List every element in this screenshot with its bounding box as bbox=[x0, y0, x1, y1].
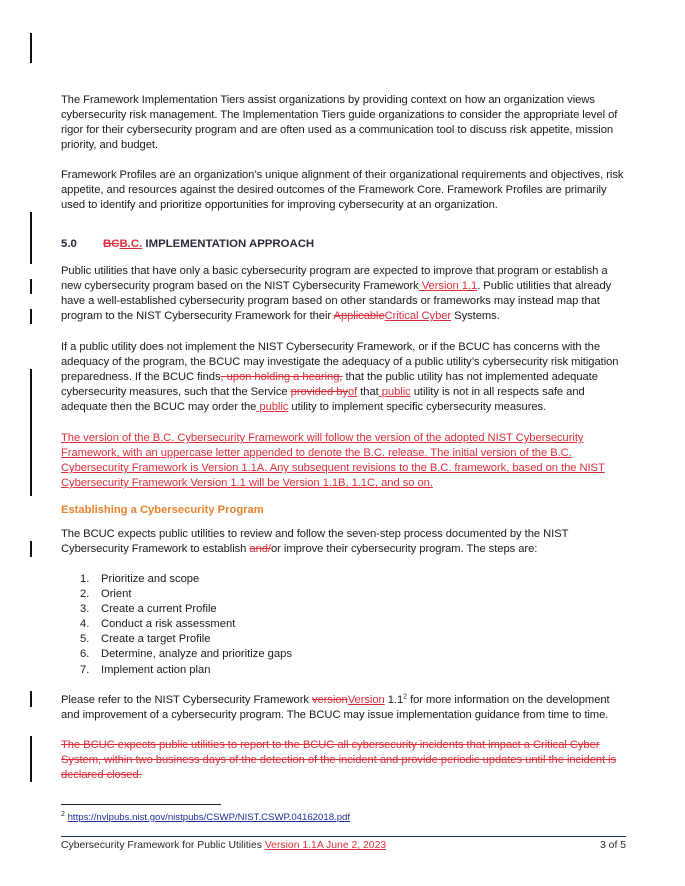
list-item bbox=[61, 647, 292, 662]
inserted-text: public bbox=[378, 386, 411, 398]
list-number: 4. bbox=[80, 618, 90, 631]
list-item bbox=[61, 587, 292, 602]
tiers-paragraph: The Framework Implementation Tiers assist organizations by providing context on how an organization views cybersecurity risk management. The Implementation Tiers guide organizations to consider the appropriate level of rigor for their cybersecurity program and are often used as a communication tool to discuss risk appetite, mission priority, and budget. bbox=[61, 94, 618, 151]
text-run: If a public utility does not implement the NIST Cybersecurity Framework, or if the BCUC has concerns with the adequacy of the program, the BCUC may investigate the adequacy of a public utility’s cybersecurity risk mitigation preparedness. If the BCUC finds bbox=[61, 341, 619, 383]
list-text: Conduct a risk assessment bbox=[101, 618, 236, 631]
inserted-text: public bbox=[256, 401, 289, 413]
list-item bbox=[61, 617, 292, 632]
footer-divider bbox=[61, 836, 626, 837]
list-number: 2. bbox=[80, 588, 90, 601]
inserted-text: Critical Cyber bbox=[384, 310, 452, 322]
section-number: 5.0 bbox=[61, 238, 77, 250]
change-bar bbox=[30, 736, 32, 782]
list-text: Determine, analyze and prioritize gaps bbox=[101, 648, 292, 661]
deleted-text: version bbox=[312, 694, 348, 706]
text-run: Public utilities that have only a basic cybersecurity program are expected to improve that program or establish a new cybersecurity program based on the NIST Cybersecurity Framework bbox=[61, 265, 608, 292]
list-item bbox=[61, 602, 292, 617]
deleted-text: BC bbox=[103, 238, 120, 250]
refer-paragraph bbox=[61, 693, 629, 723]
list-text: Implement action plan bbox=[101, 663, 211, 676]
list-item bbox=[61, 663, 292, 678]
text-run: utility is not in all respects safe and adequate then the BCUC may order the bbox=[61, 386, 585, 413]
footnote-reference[interactable]: 2 bbox=[403, 693, 408, 701]
inserted-text: B.C. bbox=[119, 238, 143, 250]
deleted-report-paragraph: The BCUC expects public utilities to report to the BCUC all cybersecurity incidents that impact a Critical Cyber System, within two business days of the detection of the incident and provide periodic updates until the incident is declared closed. bbox=[61, 739, 617, 781]
text-run: that the public utility has not implemented adequate cybersecurity measures, such that the Service bbox=[61, 371, 598, 398]
inserted-text: Version 1.1 bbox=[418, 280, 478, 292]
page-footer bbox=[61, 840, 626, 851]
change-bar bbox=[30, 33, 32, 63]
change-bar bbox=[30, 369, 32, 496]
footnote-mark: 2 bbox=[61, 810, 65, 818]
footnote-link[interactable]: https://nvlpubs.nist.gov/nistpubs/CSWP/NIST.CSWP.04162018.pdf bbox=[67, 812, 351, 823]
change-bar bbox=[30, 279, 32, 294]
inserted-version-paragraph: The version of the B.C. Cybersecurity Framework will follow the version of the adopted NIST Cybersecurity Framework, with an uppercase letter appended to denote the B.C. release. The initial version of the B.C. Cybersecurity Framework is Version 1.1A. Any subsequent revisions to the B.C. framework, based on the NIST Cybersecurity Framework Version 1.1 will be Version 1.1B, 1.1C, and so on. bbox=[61, 432, 605, 489]
list-number: 5. bbox=[80, 633, 90, 646]
profiles-paragraph: Framework Profiles are an organization’s unique alignment of their organizational requirements and objectives, risk appetite, and resources against the desired outcomes of the Framework Core. Framework Profiles are primarily used to identify and prioritize opportunities for improving cybersecurity at an organization. bbox=[61, 169, 624, 211]
steps-list bbox=[61, 572, 292, 678]
deleted-text: Applicable bbox=[333, 310, 385, 322]
section-heading bbox=[61, 238, 314, 250]
footer-title: Cybersecurity Framework for Public Utilities bbox=[61, 840, 265, 851]
text-run: The BCUC expects public utilities to review and follow the seven-step process documented by the NIST Cybersecurity Framework to establish bbox=[61, 528, 569, 555]
subheading-establishing: Establishing a Cybersecurity Program bbox=[61, 504, 264, 516]
list-text: Create a current Profile bbox=[101, 603, 217, 616]
deleted-text: and/ bbox=[249, 543, 271, 555]
approach-paragraph bbox=[61, 264, 629, 324]
list-text: Orient bbox=[101, 588, 132, 601]
list-number: 7. bbox=[80, 663, 90, 676]
text-run: Systems. bbox=[451, 310, 500, 322]
steps-intro-paragraph bbox=[61, 527, 629, 557]
deleted-text: , upon holding a hearing, bbox=[220, 371, 343, 383]
list-number: 3. bbox=[80, 603, 90, 616]
inserted-text: Version bbox=[347, 694, 385, 706]
text-run: Please refer to the NIST Cybersecurity Framework bbox=[61, 694, 313, 706]
footnote bbox=[61, 812, 350, 823]
list-number: 1. bbox=[80, 573, 90, 585]
footnote-separator bbox=[61, 804, 221, 805]
change-bar bbox=[30, 541, 32, 557]
inserted-text: of bbox=[347, 386, 358, 398]
text-run: that bbox=[357, 386, 379, 398]
list-text: Prioritize and scope bbox=[101, 573, 200, 585]
list-number: 6. bbox=[80, 648, 90, 661]
change-bar bbox=[30, 691, 32, 707]
bcuc-investigation-paragraph bbox=[61, 340, 629, 415]
section-title: IMPLEMENTATION APPROACH bbox=[142, 238, 315, 250]
change-bar bbox=[30, 212, 32, 264]
list-text: Create a target Profile bbox=[101, 633, 211, 646]
text-run: for more information on the development and improvement of a cybersecurity program. The BCUC may issue implementation guidance from time to time. bbox=[61, 694, 610, 721]
text-run: . Public utilities that already have a well-established cybersecurity program based on other standards or frameworks may instead map that program to the NIST Cybersecurity Framework for their bbox=[61, 280, 612, 322]
deleted-text: provided by bbox=[290, 386, 348, 398]
list-item bbox=[61, 632, 292, 647]
text-run: utility to implement specific cybersecurity measures. bbox=[288, 401, 547, 413]
footer-version: Version 1.1A June 2, 2023 bbox=[264, 840, 387, 851]
page-number: 3 of 5 bbox=[600, 840, 626, 851]
change-bar bbox=[30, 309, 32, 324]
text-run: or improve their cybersecurity program. The steps are: bbox=[270, 543, 538, 555]
text-run: 1.1 bbox=[384, 694, 404, 706]
list-item bbox=[61, 572, 292, 587]
